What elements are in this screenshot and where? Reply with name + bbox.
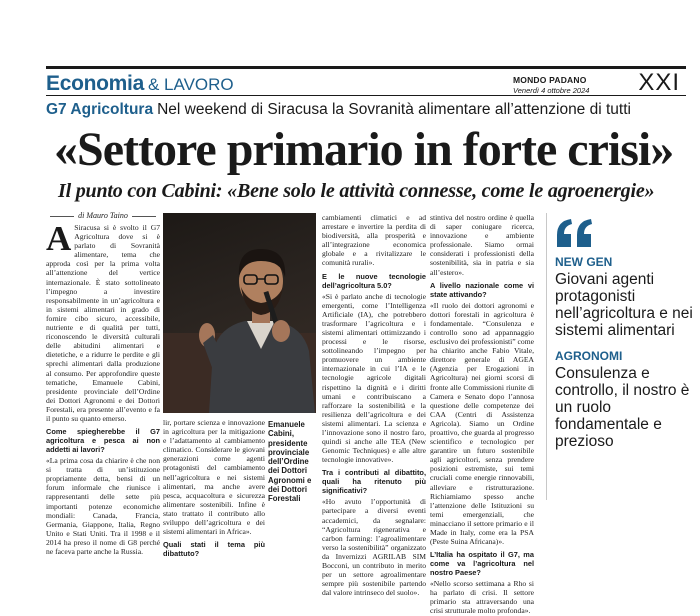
masthead (513, 75, 589, 95)
publication-name: MONDO PADANO (513, 75, 587, 85)
paragraph: cambiamenti climatici e ad arrestare e invertire la perdita di biodiversità, alla prosperità e all’integrazione economica globale e a rivitalizzare le comunità rurali». (322, 213, 426, 268)
subheadline: Il punto con Cabini: «Bene solo le attività connesse, come le agroenergie» (58, 180, 655, 202)
article-column-2 (163, 418, 265, 559)
portrait-photo (163, 213, 316, 413)
kicker-label: G7 Agricoltura (46, 101, 154, 118)
headline: «Settore primario in forte crisi» (54, 123, 674, 176)
interview-question: Tra i contributi al dibattito, quali ha ritenuto più significativi? (322, 468, 426, 496)
photo-caption: Emanuele Cabini, presidente provinciale dell’Ordine dei Dottori Agronomi e dei Dottori Forestali (268, 420, 312, 504)
sidebar-quote-agronomi: Consulenza e controllo, il nostro è un ruolo fondamentale e prezioso (555, 365, 690, 450)
publication-date: Venerdì 4 ottobre 2024 (513, 86, 590, 95)
sidebar-label-new-gen: NEW GEN (555, 255, 613, 269)
kicker (46, 101, 686, 119)
sidebar-label-agronomi: AGRONOMI (555, 349, 623, 363)
sidebar-quote-new-gen: Giovani agenti protagonisti nell’agricoltura e nei sistemi alimentari (555, 271, 693, 339)
interview-question: Quali stati il tema più dibattuto? (163, 540, 265, 559)
interview-question: L’Italia ha ospitato il G7, ma come va l’agricoltura nel nostro Paese? (430, 550, 534, 578)
paragraph: «Si è parlato anche di tecnologie emergenti, come l’Intelligenza Artificiale (IA), che potrebbero trasformare l’agricoltura e i sistemi alimentari ottimizzando i processi e le risorse, sottolineando l’impegno per promuovere un ambiente internazionale in cui l’IA e le tecnologie agricole digitali rispettino la dignità e i diritti umani e contribuiscano a rafforzare la sostenibilità e la resilienza dell’agricoltura e dei sistemi alimentari. La scienza e l’innovazione sono il nostro faro, quindi si anche alle TEA (New Genomic Techniques) e alle altre tecnologie innovative». (322, 291, 426, 465)
paragraph: stintiva del nostro ordine è quella di saper coniugare ricerca, innovazione e ambiente professionale. Siamo ormai considerati i professionisti della sostenibilità, sia in patria e sia all’estero». (430, 213, 534, 277)
paragraph: «La prima cosa da chiarire è che non si tratta di un’istituzione propriamente detta, bensì di un forum informale che riunisce i rappresentanti delle sette più importanti potenze economiche mondiali: Canada, Francia, Germania, Giappone, Italia, Regno Unito e Stati Uniti. Tra il 1998 e il 2014 ha preso il nome di G8 perché ne faceva parte anche la Russia. (46, 456, 160, 556)
interview-question: E le nuove tecnologie dell’agricoltura 5.0? (322, 271, 426, 290)
paragraph: Siracusa si è svolto il G7 Agricoltura dove si è parlato di Sovranità alimentare, tema che approda così per la prima volta all’attenzione del vertice internazionale. È stato sottolineato l’impegno a investire responsabilmente in un’agricoltura e in sistemi alimentari in grado di fornire cibo sicuro, accessibile, nutriente e di qualità per tutti, riconoscendo le diversità culturali delle abitudini alimentari e dietetiche, e a ridurre le perdite e gli sprechi alimentari dalla produzione al consumo. Per approfondire queste tematiche, Emanuele Cabini, presidente provinciale dell’Ordine dei Dottori Agronomi e dei Dottori Forestali, era presente all’evento e fa il punto su quanto emerso. (46, 223, 160, 423)
section-primary: Economia (46, 72, 144, 95)
interview-question: Come spiegherebbe il G7 agricoltura e pesca ai non addetti ai lavori? (46, 427, 160, 455)
page-number: XXI (638, 69, 680, 96)
quote-icon (555, 217, 595, 249)
section-title (46, 72, 234, 96)
pull-quote-sidebar (546, 213, 700, 500)
paragraph: «Ho avuto l’opportunità di partecipare a diversi eventi accademici, da segnalare: “Agricoltura rigenerativa e carbon farming: l’agroalimentare verso la sostenibilità” organizzato da Invernizzi AGRILAB SIM Bocconi, un contributo in merito per un settore agroalimentare sempre più sostenibile partendo dal valore intrinseco del suolo». (322, 497, 426, 598)
interview-question: A livello nazionale come vi state attivando? (430, 280, 534, 299)
kicker-text: Nel weekend di Siracusa la Sovranità alimentare all’attenzione di tutti (157, 101, 631, 118)
paragraph: «Nello scorso settimana a Rho si ha parlato di crisi. Il settore primario sta attraversando una crisi strutturale molto profonda». (430, 579, 534, 616)
page-header (46, 66, 686, 96)
paragraph: lir, portare scienza e innovazione in agricoltura per la mitigazione e l’adattamento al cambiamento climatico. Considerare le giovani generazioni come agenti protagonisti del cambiamento nell’agricoltura e nei sistemi alimentari, ma anche avere pesca, acquacoltura e sicurezza alimentare sostenibili. Infine è stato trattato il contributo allo sviluppo dell’agricoltura e dei sistemi alimentari in Africa». (163, 418, 265, 537)
byline: di Mauro Taino (46, 211, 160, 220)
article-column-4 (430, 213, 534, 616)
section-secondary: & LAVORO (147, 75, 234, 94)
paragraph: «Il ruolo dei dottori agronomi e dottori forestali in agricoltura è fondamentale. “Consulenza e controllo sono ad appannaggio esclusivo dei professionisti” come ha chiarito anche Fabio Vitale, direttore generale di AGEA (Agenzia per Erogazioni in Agricoltura) nei giorni scorsi di fronte alle Commissioni riunite di Camera e Senato dopo l’annosa questione delle competenze dei CAA (Centri di Assistenza Agricola). Siamo un Ordine proattivo, che guarda al progresso scientifico e tecnologico per garantire un futuro sostenibile agli agricoltori, senza prendere posizioni estremiste, sui temi cruciali come energie rinnovabili, alleviare e ristrutturazione. Richiamiamo spesso anche l’attenzione delle Istituzioni su temi emergenziali, che minacciano il settore primario e il Made in Italy, come era la PSA (Peste Suina Africana)». (430, 300, 534, 547)
speaker-figure (199, 231, 319, 413)
article-column-1 (46, 219, 160, 556)
drop-cap: A (46, 219, 72, 258)
article-column-3 (322, 213, 426, 598)
